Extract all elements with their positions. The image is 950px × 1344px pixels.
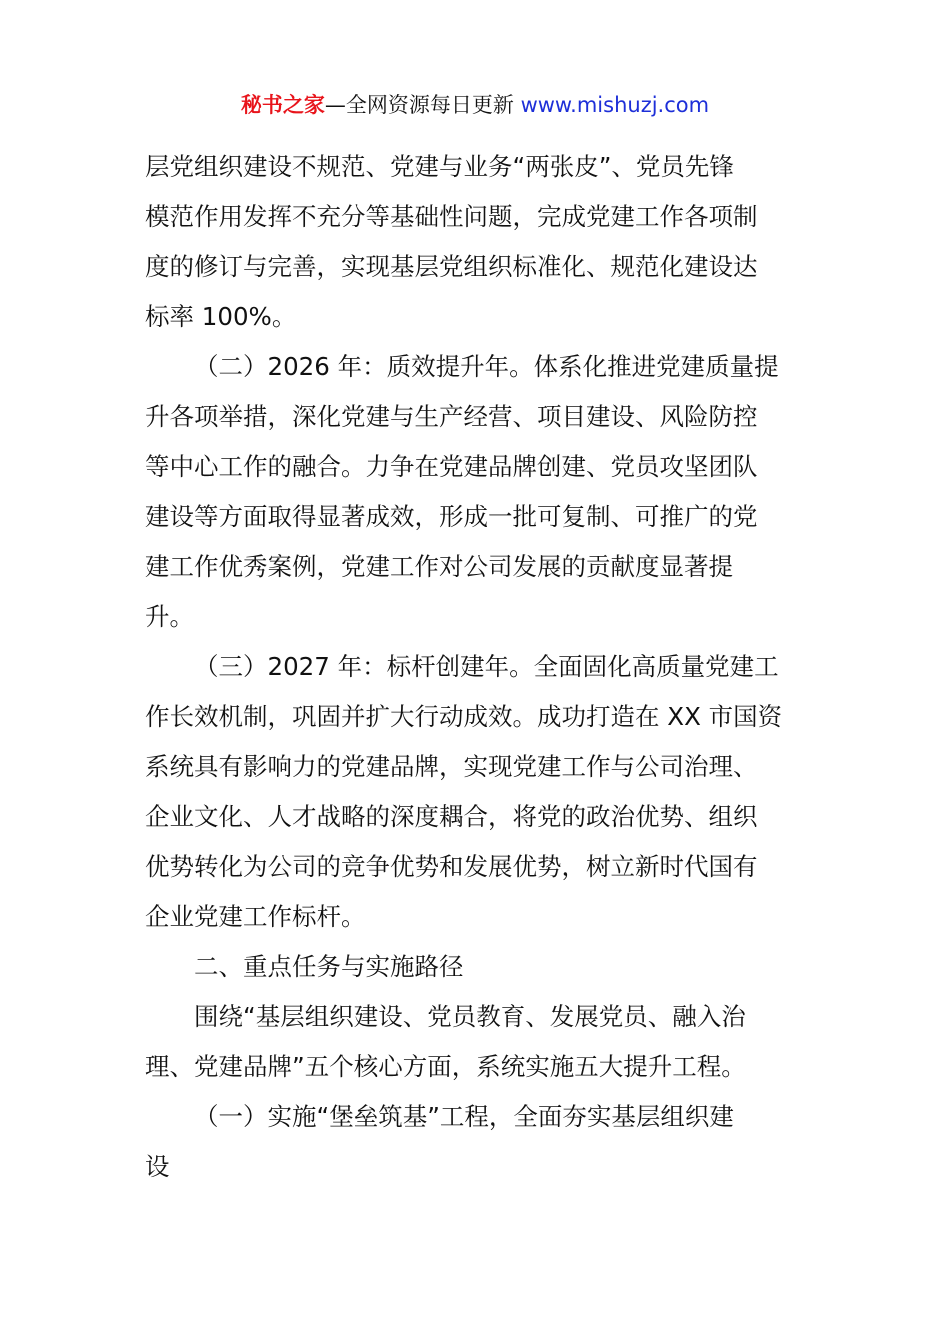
body-line: 企业文化、人才战略的深度耦合，将党的政治优势、组织 (145, 802, 758, 831)
body-line: 建工作优秀案例，党建工作对公司发展的贡献度显著提 (145, 552, 733, 581)
site-url-link[interactable]: www.mishuzj.com (520, 93, 710, 117)
site-tagline: —全网资源每日更新 (324, 93, 521, 117)
site-brand: 秘书之家 (240, 93, 325, 117)
section-heading: 二、重点任务与实施路径 (194, 952, 464, 981)
body-line: 层党组织建设不规范、党建与业务“两张皮”、党员先锋 (145, 152, 734, 181)
subsection-heading: （一）实施“堡垒筑基”工程，全面夯实基层组织建 (194, 1102, 734, 1131)
body-line: 优势转化为公司的竞争优势和发展优势，树立新时代国有 (145, 852, 758, 881)
paragraph-start-2026: （二）2026 年：质效提升年。体系化推进党建质量提 (194, 352, 779, 381)
body-line: 建设等方面取得显著成效，形成一批可复制、可推广的党 (145, 502, 758, 531)
body-line: 度的修订与完善，实现基层党组织标准化、规范化建设达 (145, 252, 758, 281)
body-line: 升各项举措，深化党建与生产经营、项目建设、风险防控 (145, 402, 758, 431)
site-header (0, 90, 950, 120)
document-body (145, 142, 810, 1192)
body-line: 企业党建工作标杆。 (145, 902, 366, 931)
body-line: 系统具有影响力的党建品牌，实现党建工作与公司治理、 (145, 752, 758, 781)
body-line: 标率 100%。 (145, 302, 297, 331)
paragraph-start-tasks: 围绕“基层组织建设、党员教育、发展党员、融入治 (194, 1002, 746, 1031)
body-line: 理、党建品牌”五个核心方面，系统实施五大提升工程。 (145, 1052, 746, 1081)
body-line: 等中心工作的融合。力争在党建品牌创建、党员攻坚团队 (145, 452, 758, 481)
body-line: 设 (145, 1152, 170, 1181)
body-line: 作长效机制，巩固并扩大行动成效。成功打造在 XX 市国资 (145, 702, 783, 731)
body-line: 模范作用发挥不充分等基础性问题，完成党建工作各项制 (145, 202, 758, 231)
body-line: 升。 (145, 602, 194, 631)
paragraph-start-2027: （三）2027 年：标杆创建年。全面固化高质量党建工 (194, 652, 779, 681)
